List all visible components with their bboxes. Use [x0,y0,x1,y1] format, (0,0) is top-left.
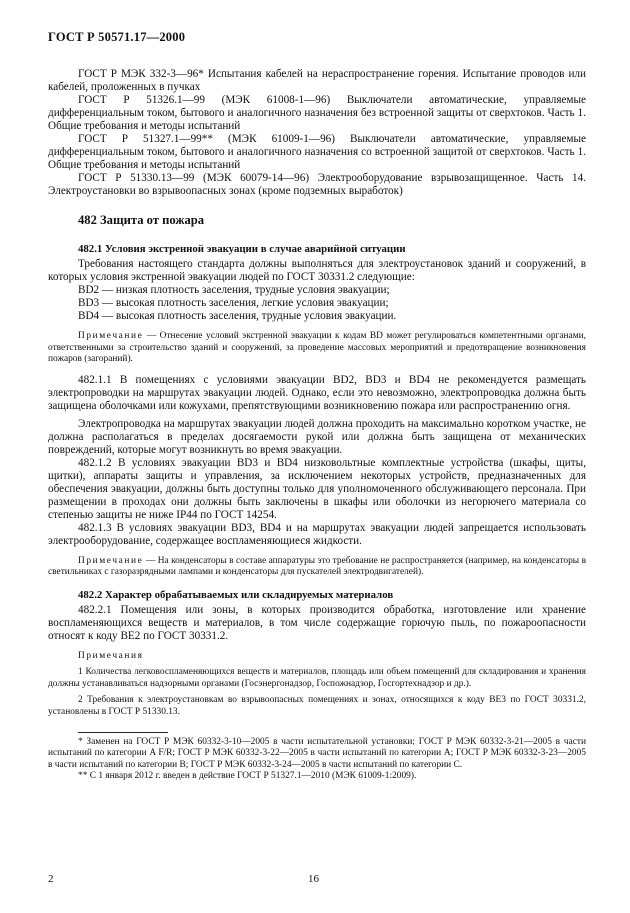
subsection-title-482-1: 482.1 Условия экстренной эвакуации в случае аварийной ситуации [78,243,406,255]
subsection-title-482-2: 482.2 Характер обрабатываемых или складируемых материалов [78,588,394,601]
reference-1: ГОСТ Р МЭК 332-3—96* Испытания кабелей на нераспространение горения. Испытание проводов или кабелей, проложенных в пучках [48,68,586,93]
page-number-center: 16 [308,873,319,885]
note-482-1 [48,331,586,366]
section-title-482: 482 Защита от пожара [78,213,205,227]
paragraph-482-1-1: 482.1.1 В помещениях с условиями эвакуации BD2, BD3 и BD4 не рекомендуется размещать электропроводки на маршрутах эвакуации людей. Однако, если это невозможно, электропроводка должна быть защищена оболочками или кожухами, препятствующими возникновению пожара или распространению огня. [48,373,586,412]
paragraph-482-2-1: 482.2.1 Помещения или зоны, в которых производится обработка, изготовление или хранение воспламеняющихся веществ и материалов, в том числе содержащие горючую пыль, по пожароопасности относят к коду BE2 по ГОСТ 30331.2. [48,603,586,642]
footnotes [48,737,586,783]
list-item-bd2: BD2 — низкая плотность заселения, трудные условия эвакуации; [78,284,390,296]
list-item-bd3: BD3 — высокая плотность заселения, легкие условия эвакуации; [78,297,389,309]
footnote-1: * Заменен на ГОСТ Р МЭК 60332-3-10—2005 в части испытательной установки; ГОСТ Р МЭК 60332-3-21—2005 в части испытаний по категории A F/R; ГОСТ Р МЭК 60332-3-22—2005 в части испытаний по категории А; ГОСТ Р МЭК 60332-3-23—2005 в части испытаний по категории В; ГОСТ Р МЭК 60332-3-24—2005 в части испытаний по категории С. [48,737,586,770]
note-text: — Отнесение условий экстренной эвакуации к кодам BD может регулироваться компетентными органами, ответственными за строительство зданий и сооружений, за проведение массовых мероприятий и предотвращение возникновения пожаров (загораний). [48,331,586,364]
page-header-standard: ГОСТ Р 50571.17—2000 [48,30,186,44]
note-482-1-3 [48,556,586,579]
note-482-2-1: 1 Количества легковоспламеняющихся веществ и материалов, площадь или объем помещений для складирования и хранения должны устанавливаться надзорными органами (Госэнергонадзор, Госпожнадзор, Госгортехнадзор и др.). [48,667,586,689]
paragraph-482-1-2: 482.1.2 В условиях эвакуации BD3 и BD4 низковольтные комплектные устройства (шкафы, щиты, щитки), аппараты защиты и управления, за исключением некоторых устройств, предназначенных для обеспечения эвакуации, должны быть доступны только для уполномоченного обслуживающего персонала. При размещении в проходах они должны быть заключены в шкафы или оболочки из негорючего материала со степенью защиты не ниже IP44 по ГОСТ 14254. [48,456,586,521]
notes-label: Примечания [78,650,144,661]
reference-4: ГОСТ Р 51330.13—99 (МЭК 60079-14—96) Электрооборудование взрывозащищенное. Часть 14. Электроустановки во взрывоопасных зонах (кроме подземных выработок) [48,172,586,197]
page-number-left: 2 [48,873,54,885]
document-body [48,68,586,783]
paragraph-482-1-intro: Требования настоящего стандарта должны выполняться для электроустановок зданий и сооружений, в которых условия экстренной эвакуации людей по ГОСТ 30331.2 следующие: [48,258,586,283]
note-label: Примечание [78,331,144,341]
reference-2: ГОСТ Р 51326.1—99 (МЭК 61008-1—96) Выключатели автоматические, управляемые дифференциальным током, бытового и аналогичного назначения без встроенной защиты от сверхтоков. Часть 1. Общие требования и методы испытаний [48,94,586,132]
note-label: Примечание [78,555,144,566]
list-item-bd4: BD4 — высокая плотность заселения, трудные условия эвакуации. [78,310,397,322]
paragraph-482-1-3: 482.1.3 В условиях эвакуации BD3, BD4 и на маршрутах эвакуации людей запрещается использовать электрооборудование, содержащее воспламеняющиеся жидкости. [48,521,586,547]
note-text: — На конденсаторы в составе аппаратуры это требование не распространяется (например, на конденсаторы в светильниках с газоразрядными лампами и конденсаторы для пускателей электродвигателей). [48,555,586,577]
paragraph-482-1-1b: Электропроводка на маршрутах эвакуации людей должна проходить на максимально коротком участке, не должна располагаться в пределах досягаемости рукой или должна быть защищена от механических повреждений, которые могут возникнуть во время эвакуации. [48,417,586,456]
footnote-2: ** С 1 января 2012 г. введен в действие ГОСТ Р 51327.1—2010 (МЭК 61009-1:2009). [78,771,417,782]
note-482-2-2: 2 Требования к электроустановкам во взрывоопасных помещениях и зонах, относящихся к коду BE3 по ГОСТ 30331.2, установлены в ГОСТ Р 51330.13. [48,695,586,717]
footnote-divider [78,732,168,733]
reference-3: ГОСТ Р 51327.1—99** (МЭК 61009-1—96) Выключатели автоматические, управляемые дифференциальным током, бытового и аналогичного назначения со встроенной защитой от сверхтоков. Часть 1. Общие требования и методы испытаний [48,133,586,171]
